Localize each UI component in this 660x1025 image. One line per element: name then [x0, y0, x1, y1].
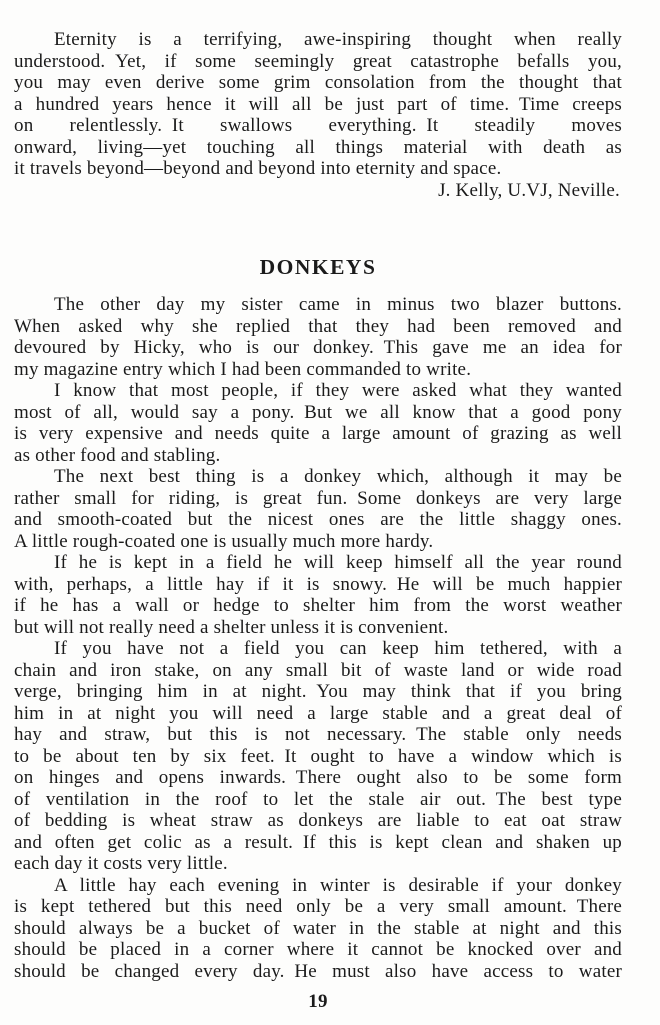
- text-line: each day it costs very little.: [14, 853, 228, 874]
- text-line: understood. Yet, if some seemingly great catastrophe befalls you,: [14, 50, 622, 72]
- text-line: A little rough-coated one is usually much more hardy.: [14, 530, 434, 552]
- text-line: my magazine entry which I had been commanded to write.: [14, 358, 472, 380]
- text-line: and smooth-coated but the nicest ones are the little shaggy ones.: [14, 509, 622, 530]
- text-line: A little hay each evening in winter is desirable if your donkey: [54, 874, 622, 896]
- intro-paragraph: [14, 29, 622, 180]
- text-line: When asked why she replied that they had been removed and: [14, 315, 622, 337]
- text-line: should be changed every day. He must also have access to water: [14, 960, 622, 982]
- text-line: on relentlessly. It swallows everything. It steadily moves: [14, 115, 622, 136]
- text-line: you may even derive some grim consolation from the thought that: [14, 72, 622, 93]
- text-line: hay and straw, but this is not necessary. The stable only needs: [14, 724, 622, 745]
- page-number: 19: [308, 991, 328, 1012]
- text-line: chain and iron stake, on any small bit of waste land or wide road: [14, 659, 622, 681]
- text-line: The next best thing is a donkey which, although it may be: [54, 466, 622, 487]
- text-line: I know that most people, if they were asked what they wanted: [54, 380, 622, 401]
- text-line: it travels beyond—beyond and beyond into eternity and space.: [14, 158, 502, 179]
- article-title: DONKEYS: [259, 255, 377, 279]
- text-line: most of all, would say a pony. But we all know that a good pony: [14, 401, 622, 423]
- text-line: is kept tethered but this need only be a very small amount. There: [14, 896, 622, 917]
- text-line: If he is kept in a field he will keep himself all the year round: [54, 552, 622, 573]
- text-line: but will not really need a shelter unless it is convenient.: [14, 616, 449, 638]
- text-line: of ventilation in the roof to let the stale air out. The best type: [14, 788, 622, 810]
- text-line: and often get colic as a result. If this is kept clean and shaken up: [14, 831, 622, 853]
- paragraph: [14, 294, 622, 380]
- text-line: a hundred years hence it will all be just part of time. Time creeps: [14, 93, 622, 115]
- article-body: [14, 294, 622, 982]
- text-line: is very expensive and needs quite a large amount of grazing as well: [14, 423, 622, 444]
- paragraph: [14, 638, 622, 875]
- paragraph: [14, 875, 622, 983]
- text-line: onward, living—yet touching all things material with death as: [14, 136, 622, 158]
- text-line: The other day my sister came in minus two blazer buttons.: [54, 294, 622, 315]
- text-line: should be placed in a corner where it cannot be knocked over and: [14, 939, 622, 960]
- text-line: devoured by Hicky, who is our donkey. This gave me an idea for: [14, 337, 622, 358]
- text-line: as other food and stabling.: [14, 444, 221, 466]
- text-line: of bedding is wheat straw as donkeys are liable to eat oat straw: [14, 810, 622, 831]
- paragraph: [14, 552, 622, 638]
- text-line: should always be a bucket of water in the stable at night and this: [14, 917, 622, 939]
- text-line: If you have not a field you can keep him tethered, with a: [54, 638, 622, 659]
- text-line: Eternity is a terrifying, awe-inspiring thought when really: [54, 29, 622, 50]
- text-line: to be about ten by six feet. It ought to have a window which is: [14, 745, 622, 767]
- text-line: with, perhaps, a little hay if it is snowy. He will be much happier: [14, 573, 622, 595]
- text-line: on hinges and opens inwards. There ought also to be some form: [14, 767, 622, 788]
- author-signature: J. Kelly, U.VJ, Neville.: [438, 179, 620, 201]
- paragraph: [14, 466, 622, 552]
- text-line: verge, bringing him in at night. You may think that if you bring: [14, 681, 622, 702]
- text-line: rather small for riding, is great fun. Some donkeys are very large: [14, 487, 622, 509]
- paragraph: [14, 380, 622, 466]
- text-line: if he has a wall or hedge to shelter him from the worst weather: [14, 595, 622, 616]
- text-line: him in at night you will need a large stable and a great deal of: [14, 702, 622, 724]
